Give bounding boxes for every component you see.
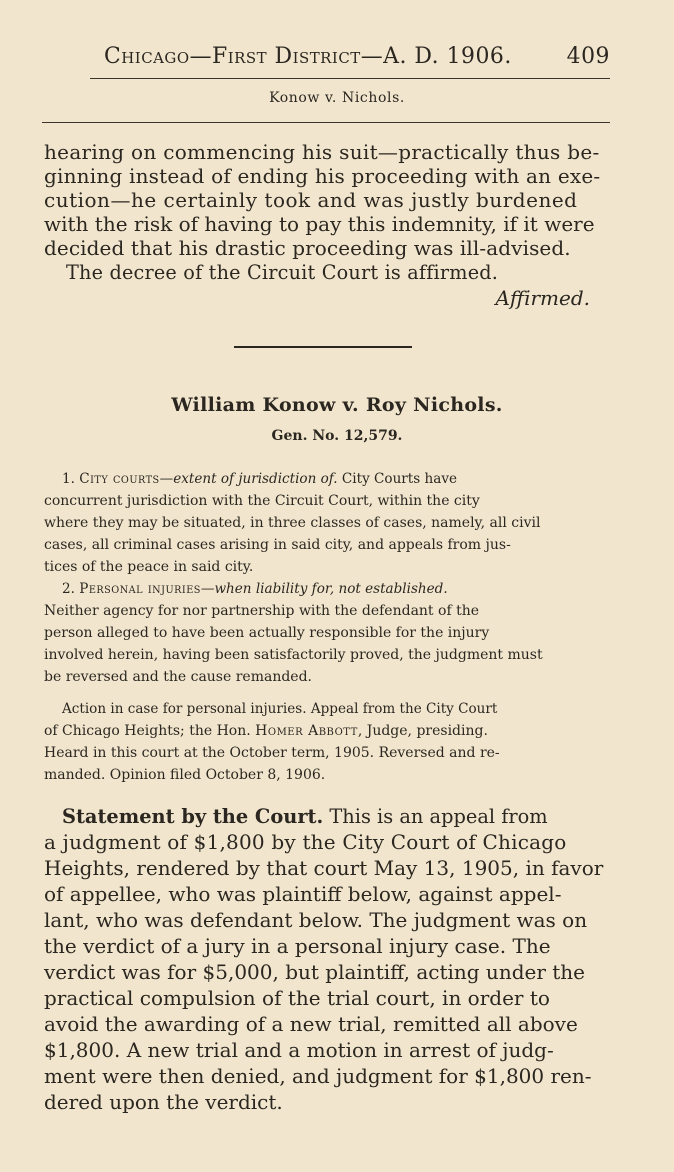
page-header <box>104 44 610 69</box>
text-line: lant, who was defendant below. The judgment was on <box>44 908 588 932</box>
text-line: decided that his drastic proceeding was ill-advised. <box>44 236 571 260</box>
text-line: be reversed and the cause remanded. <box>44 669 312 685</box>
text-line <box>44 720 610 742</box>
text-line: avoid the awarding of a new trial, remitted all above <box>44 1012 578 1036</box>
text-line: ment were then denied, and judgment for $1,800 ren- <box>44 1064 592 1088</box>
page-number: 409 <box>566 44 610 69</box>
text-line: hearing on commencing his suit—practically thus be- <box>44 140 600 164</box>
text-line: practical compulsion of the trial court, in order to <box>44 986 550 1010</box>
text-line: Heights, rendered by that court May 13, 1905, in favor <box>44 856 604 880</box>
statement-heading: Statement by the Court. <box>62 804 324 828</box>
headnote-topic: City courts <box>79 471 160 487</box>
affirmed-disposition: Affirmed. <box>495 286 590 310</box>
text-line: Heard in this court at the October term, 1905. Reversed and re- <box>44 745 500 761</box>
text-fragment: This is an appeal from <box>329 804 548 828</box>
headnote-subtopic: —when liability for, not established. <box>200 581 448 597</box>
text-line: concurrent jurisdiction with the Circuit Court, within the city <box>44 493 480 509</box>
headnote-number: 1. <box>62 471 75 487</box>
text-line: ginning instead of ending his proceeding with an exe- <box>44 164 601 188</box>
headnote-subtopic: —extent of jurisdiction of. <box>159 471 338 487</box>
headnote-topic: Personal injuries <box>79 581 201 597</box>
case-number: Gen. No. 12,579. <box>271 428 403 444</box>
text-line: dered upon the verdict. <box>44 1090 283 1114</box>
running-title: Konow v. Nichols. <box>269 90 405 106</box>
text-line: Neither agency for nor partnership with the defendant of the <box>44 603 479 619</box>
text-fragment: of Chicago Heights; the Hon. <box>44 723 256 739</box>
text-line: verdict was for $5,000, but plaintiff, acting under the <box>44 960 586 984</box>
headnote-text: City Courts have <box>341 471 457 487</box>
judge-name: Homer Abbott <box>255 723 358 739</box>
header-title: Chicago—First District—A. D. 1906. <box>104 44 512 69</box>
text-line: involved herein, having been satisfactorily proved, the judgment must <box>44 647 543 663</box>
text-line: a judgment of $1,800 by the City Court of Chicago <box>44 830 567 854</box>
text-line: manded. Opinion filed October 8, 1906. <box>44 767 326 783</box>
text-line: the verdict of a jury in a personal injury case. The <box>44 934 551 958</box>
case-title: William Konow v. Roy Nichols. <box>171 394 503 416</box>
text-line: cases, all criminal cases arising in said city, and appeals from jus- <box>44 537 511 553</box>
text-fragment: , Judge, presiding. <box>357 723 488 739</box>
text-line: cution—he certainly took and was justly burdened <box>44 188 578 212</box>
text-line: where they may be situated, in three classes of cases, namely, all civil <box>44 515 541 531</box>
text-line: $1,800. A new trial and a motion in arrest of judg- <box>44 1038 554 1062</box>
headnote-number: 2. <box>62 581 75 597</box>
statement-first-line <box>62 804 610 829</box>
text-line: Action in case for personal injuries. Appeal from the City Court <box>62 701 498 717</box>
headnote-1 <box>62 468 610 490</box>
text-line: with the risk of having to pay this indemnity, if it were <box>44 212 595 236</box>
headnote-2 <box>62 578 610 600</box>
text-line: The decree of the Circuit Court is affirmed. <box>66 260 499 284</box>
text-line: tices of the peace in said city. <box>44 559 254 575</box>
text-line: of appellee, who was plaintiff below, against appel- <box>44 882 562 906</box>
section-separator <box>234 346 412 348</box>
text-line: person alleged to have been actually responsible for the injury <box>44 625 490 641</box>
running-title-rule <box>42 122 610 123</box>
header-rule <box>90 78 610 79</box>
